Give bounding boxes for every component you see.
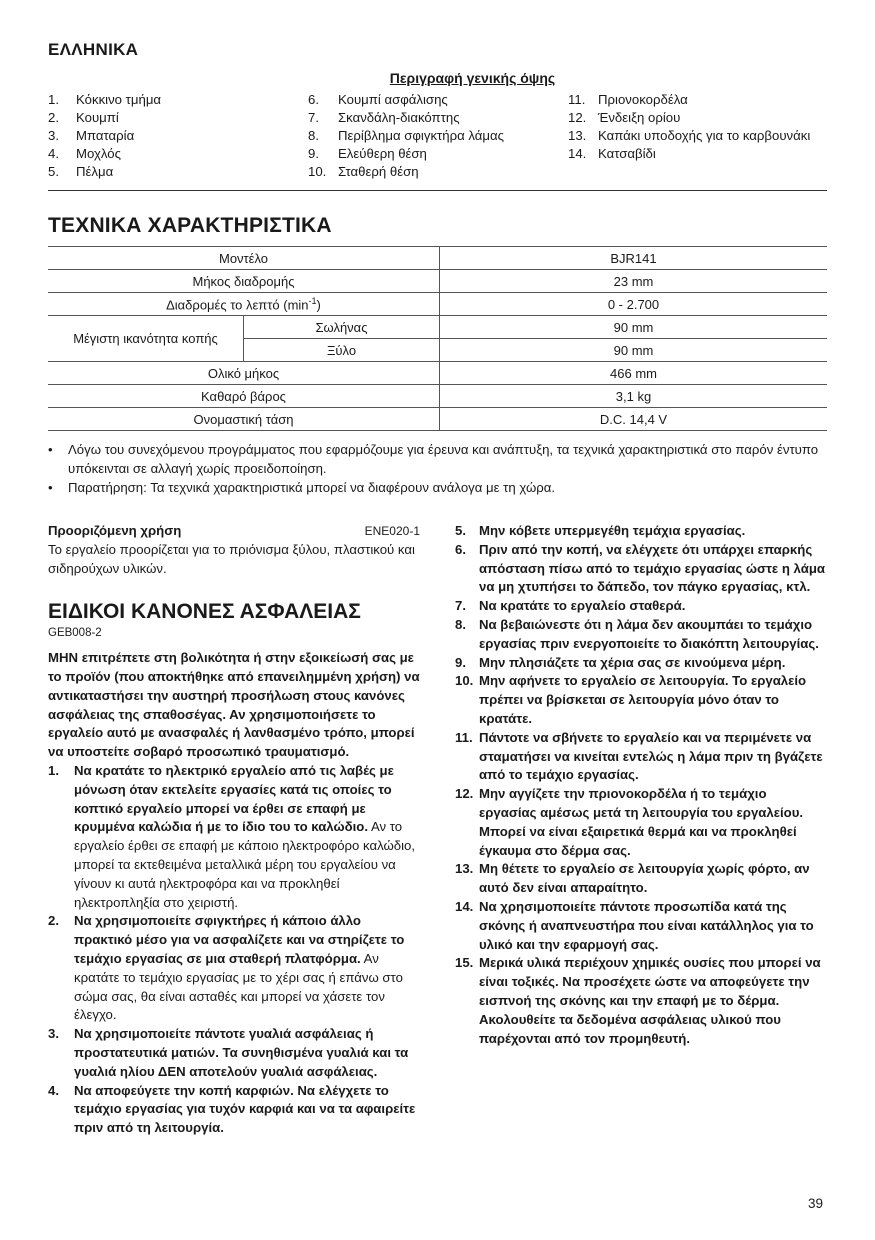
- spec-value: BJR141: [440, 247, 828, 270]
- list-item: 1. Κόκκινο τμήμα: [48, 92, 162, 107]
- two-column-body: [48, 522, 827, 1138]
- safety-rule: [455, 522, 827, 541]
- spec-label: Ολικό μήκος: [48, 362, 440, 385]
- safety-rule-bold: Να αποφεύγετε την κοπή καρφιών. Να ελέγχετε το τεμάχιο εργασίας για τυχόν καρφιά και να τα αφαιρείτε πριν από τη λειτουργία.: [74, 1082, 416, 1136]
- safety-rule-number: 5.: [455, 523, 466, 538]
- safety-rule-bold: Να χρησιμοποιείτε σφιγκτήρες ή κάποιο άλλο πρακτικό μέσο για να ασφαλίζετε και να στηρίζετε το τεμάχιο εργασίας σε μια σταθερή πλατφόρμα.: [74, 913, 405, 966]
- safety-rule-bold: Μην αγγίζετε την πριονοκορδέλα ή το τεμάχιο εργασίας αμέσως μετά τη λειτουργία του εργαλείου. Μπορεί να είναι εξαιρετικά θερμά και να προκληθεί έγκαυμα στο δέρμα σας.: [479, 786, 804, 858]
- safety-rule-number: 10.: [455, 673, 474, 689]
- list-item: 6. Κουμπί ασφάλισης: [308, 92, 448, 107]
- safety-rule-bold: Πριν από την κοπή, να ελέγχετε ότι υπάρχει επαρκής απόσταση πίσω από το τεμάχιο εργασίας ώστε η λάμα να μη χτυπήσει το δάπεδο, τον πάγκο εργασίας, κτλ.: [479, 541, 826, 595]
- safety-code: GEB008-2: [48, 627, 102, 640]
- specs-heading: ΤΕΧΝΙΚΑ ΧΑΡΑΚΤΗΡΙΣΤΙΚΑ: [48, 214, 332, 237]
- safety-rule-text: [479, 898, 827, 954]
- divider: [48, 190, 827, 191]
- safety-rule: [455, 597, 827, 616]
- safety-rule-number: 9.: [455, 654, 466, 670]
- spec-value: 0 - 2.700: [440, 293, 828, 316]
- safety-rule: [455, 729, 827, 785]
- spec-sublabel: Σωλήνας: [244, 316, 440, 339]
- spec-value: 466 mm: [440, 362, 828, 385]
- overview-list: [48, 91, 827, 181]
- list-item: 8. Περίβλημα σφιγκτήρα λάμας: [308, 128, 504, 143]
- safety-rule-text: [74, 912, 420, 1025]
- safety-rule-number: 11.: [455, 729, 473, 745]
- spec-value: D.C. 14,4 V: [440, 408, 828, 431]
- list-item: 4. Μοχλός: [48, 146, 121, 161]
- spec-sublabel: Ξύλο: [244, 339, 440, 362]
- safety-rule-number: 15.: [455, 955, 474, 971]
- safety-rule: [455, 954, 827, 1048]
- safety-rule-normal: Αν κρατάτε το τεμάχιο εργασίας με το χέρι σας ή επάνω στο σώμα σας, θα είναι ασταθές και μπορεί να χάσετε τον έλεγχο.: [74, 950, 403, 1023]
- page-top: [48, 40, 827, 497]
- safety-rule-bold: Πάντοτε να σβήνετε το εργαλείο και να περιμένετε να σταματήσει να κινείται εντελώς η λάμα πριν τη βγάζετε από το τεμάχιο εργασίας.: [479, 729, 823, 783]
- table-row: [48, 247, 827, 270]
- safety-intro: ΜΗΝ επιτρέπετε στη βολικότητα ή στην εξοικείωσή σας με το προϊόν (που αποκτήθηκε από επανειλημμένη χρήση) να αντικαταστήσει την αυστηρή προσήλωση στους κανόνες ασφάλειας της σπαθοσέγας. Αν χρησιμοποιήσετε το εργαλείο αυτό με ανασφαλές ή λανθασμένο τρόπο, μπορεί να υποστείτε σοβαρό προσωπικό τραυματισμό.: [48, 650, 420, 760]
- safety-rule: [455, 785, 827, 860]
- safety-rule: [455, 654, 827, 673]
- list-item: 3. Μπαταρία: [48, 128, 135, 143]
- safety-rule-text: [479, 785, 827, 860]
- left-column: [48, 522, 420, 1138]
- safety-rule: [48, 1025, 420, 1081]
- spec-value: 90 mm: [440, 339, 828, 362]
- safety-rule-text: [479, 616, 827, 654]
- spec-label: Ονομαστική τάση: [48, 408, 440, 431]
- safety-rule-bold: Να κρατάτε το εργαλείο σταθερά.: [479, 598, 686, 614]
- bullet-icon: •: [48, 442, 53, 457]
- safety-rule-text: [479, 654, 785, 673]
- list-item: 2. Κουμπί: [48, 110, 119, 125]
- safety-rule-number: 4.: [48, 1082, 59, 1098]
- safety-rule: [48, 762, 420, 912]
- overview-title: Περιγραφή γενικής όψης: [389, 70, 556, 86]
- overview-column: [48, 91, 308, 181]
- safety-rule-bold: Μην πλησιάζετε τα χέρια σας σε κινούμενα μέρη.: [479, 654, 786, 670]
- safety-rule-normal: Αν το εργαλείο έρθει σε επαφή με κάποιο ηλεκτροφόρο καλώδιο, μπορεί τα εκτεθειμένα μεταλλικά μέρη του εργαλείου να γίνουν κι αυτά ηλεκτροφόρα και να προκληθεί ηλεκτροπληξία στο χειριστή.: [74, 819, 416, 910]
- intended-use-title: Προοριζόμενη χρήση: [48, 523, 182, 538]
- safety-rule-text: [479, 954, 827, 1048]
- safety-rule-number: 3.: [48, 1026, 59, 1042]
- safety-rule: [48, 1082, 420, 1138]
- specs-table: [48, 246, 827, 431]
- safety-rule-text: [479, 541, 827, 597]
- page-number: 39: [808, 1196, 824, 1211]
- spec-label: Διαδρομές το λεπτό $(\min^{-1})$: [48, 293, 440, 316]
- list-item: • Λόγω του συνεχόμενου προγράμματος που εφαρμόζουμε για έρευνα και ανάπτυξη, τα τεχνικά χαρακτηριστικά στο παρόν έντυπο υπόκεινται σε αλλαγή χωρίς προειδοποίηση.: [48, 442, 819, 476]
- safety-heading: ΕΙΔΙΚΟΙ ΚΑΝΟΝΕΣ ΑΣΦΑΛΕΙΑΣ: [48, 600, 361, 624]
- safety-rule-bold: Μερικά υλικά περιέχουν χημικές ουσίες που μπορεί να είναι τοξικές. Να προσέχετε ώστε να αποφεύγετε την εισπνοή της σκόνης και την επαφή με το δέρμα. Ακολουθείτε τα δεδομένα ασφάλειας υλικού που παρέχονται από τον προμηθευτή.: [479, 955, 821, 1046]
- overview-column: [568, 91, 827, 181]
- right-column: [455, 522, 827, 1138]
- intended-use-code: ENE020-1: [364, 524, 420, 538]
- safety-rule-bold: Να βεβαιώνεστε ότι η λάμα δεν ακουμπάει το τεμάχιο εργασίας πριν ενεργοποιείτε το διακόπτη λειτουργίας.: [479, 616, 819, 651]
- spec-label: Μήκος διαδρομής: [48, 270, 440, 293]
- spec-notes: [48, 440, 827, 497]
- table-row: [48, 293, 827, 316]
- safety-rule: [48, 912, 420, 1025]
- language-heading: ΕΛΛΗΝΙΚΑ: [48, 40, 139, 59]
- intended-use-header: [48, 522, 420, 541]
- list-item: 10. Σταθερή θέση: [308, 164, 419, 179]
- safety-rule-text: [479, 522, 745, 541]
- safety-rule-number: 7.: [455, 598, 466, 614]
- list-item: 9. Ελεύθερη θέση: [308, 146, 427, 161]
- safety-rule-text: [479, 597, 685, 616]
- table-row: [48, 316, 827, 339]
- safety-rule-bold: Μην αφήνετε το εργαλείο σε λειτουργία. Το εργαλείο πρέπει να βρίσκεται σε λειτουργία μόνο όταν το κρατάτε.: [479, 673, 807, 726]
- table-row: [48, 362, 827, 385]
- safety-rule-text: [479, 729, 827, 785]
- list-item: 14. Κατσαβίδι: [568, 146, 656, 161]
- safety-rule-bold: Να κρατάτε το ηλεκτρικό εργαλείο από τις λαβές με μόνωση όταν εκτελείτε εργασίες κατά τις οποίες το κοπτικό εργαλείο μπορεί να έρθει σε επαφή με κρυμμένα καλώδια ή με το ίδιο του το καλώδιο.: [74, 762, 394, 835]
- safety-rule-text: [479, 860, 827, 898]
- table-row: [48, 270, 827, 293]
- safety-rule: [455, 672, 827, 728]
- safety-rule-number: 6.: [455, 541, 466, 557]
- list-item: 11. Πριονοκορδέλα: [568, 92, 688, 107]
- safety-rule-text: [74, 1082, 420, 1138]
- spec-label: Μοντέλο: [48, 247, 440, 270]
- list-item: 12. Ένδειξη ορίου: [568, 110, 681, 125]
- spec-label: Μέγιστη ικανότητα κοπής: [48, 316, 244, 362]
- safety-rule-text: [479, 672, 827, 728]
- list-item: 7. Σκανδάλη-διακόπτης: [308, 110, 460, 125]
- safety-rule: [455, 541, 827, 597]
- safety-rule-text: [74, 762, 420, 912]
- safety-rule: [455, 898, 827, 954]
- safety-rule-number: 12.: [455, 786, 474, 802]
- safety-rule-number: 2.: [48, 913, 59, 929]
- list-item: 5. Πέλμα: [48, 164, 114, 179]
- safety-rule-number: 1.: [48, 762, 59, 778]
- safety-rule-bold: Να χρησιμοποιείτε πάντοτε προσωπίδα κατά της σκόνης ή αναπνευστήρα που είναι κατάλληλος για το υλικό και την εφαρμογή σας.: [479, 898, 814, 952]
- table-row: [48, 408, 827, 431]
- spec-value: 90 mm: [440, 316, 828, 339]
- spec-value: 3,1 kg: [440, 385, 828, 408]
- safety-rules-right: [455, 522, 827, 1048]
- safety-rule-bold: Μη θέτετε το εργαλείο σε λειτουργία χωρίς φόρτο, αν αυτό δεν είναι απαραίτητο.: [479, 861, 810, 896]
- spec-value: 23 mm: [440, 270, 828, 293]
- list-item: • Παρατήρηση: Τα τεχνικά χαρακτηριστικά μπορεί να διαφέρουν ανάλογα με τη χώρα.: [48, 480, 556, 495]
- safety-rule-text: [74, 1025, 420, 1081]
- safety-rule-bold: Να χρησιμοποιείτε πάντοτε γυαλιά ασφάλειας ή προστατευτικά ματιών. Τα συνηθισμένα γυαλιά και τα γυαλιά ηλίου ΔΕΝ αποτελούν γυαλιά ασφάλειας.: [74, 1026, 409, 1079]
- safety-rule: [455, 616, 827, 654]
- safety-rule-bold: Μην κόβετε υπερμεγέθη τεμάχια εργασίας.: [479, 523, 746, 538]
- intended-use-text: Το εργαλείο προορίζεται για το πριόνισμα ξύλου, πλαστικού και σιδηρούχων υλικών.: [48, 541, 415, 576]
- safety-rule: [455, 860, 827, 898]
- bullet-icon: •: [48, 480, 53, 495]
- safety-rule-number: 13.: [455, 861, 474, 877]
- overview-column: [308, 91, 568, 181]
- list-item: 13. Καπάκι υποδοχής για το καρβουνάκι: [568, 128, 811, 143]
- spec-label: Καθαρό βάρος: [48, 385, 440, 408]
- table-row: [48, 385, 827, 408]
- safety-rule-number: 8.: [455, 616, 466, 632]
- safety-rules-left: [48, 762, 420, 1138]
- safety-rule-number: 14.: [455, 898, 474, 914]
